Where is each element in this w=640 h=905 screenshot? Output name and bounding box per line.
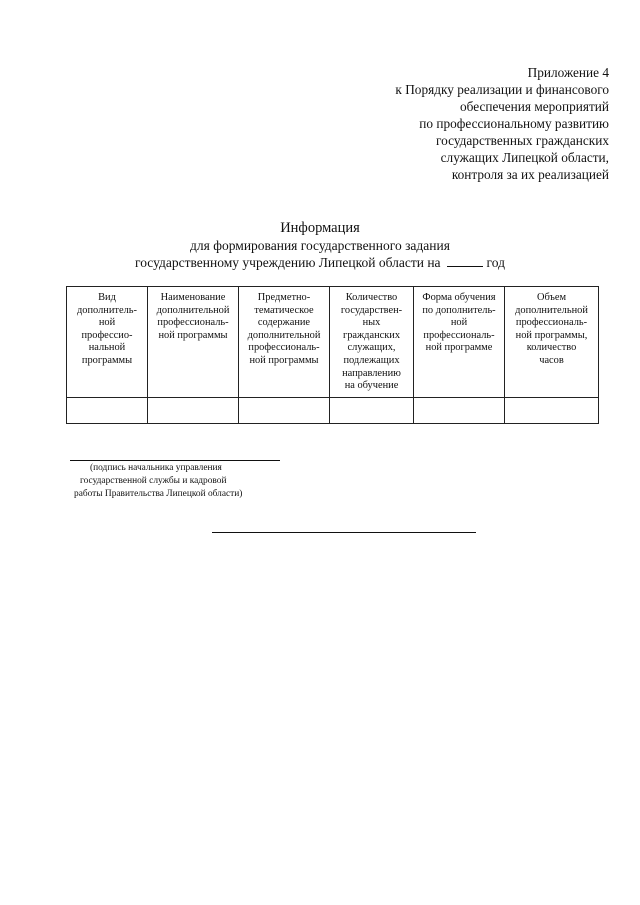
table-cell[interactable]	[414, 397, 505, 423]
header-text-line: по дополнитель-	[422, 304, 496, 316]
header-employee-count	[330, 287, 414, 398]
appendix-line: к Порядку реализации и финансового	[395, 82, 609, 97]
header-text-line: часов	[539, 354, 564, 366]
header-program-content	[239, 287, 330, 398]
header-program-volume	[505, 287, 599, 398]
document-title	[0, 219, 640, 271]
header-text-line: содержание	[257, 317, 311, 329]
bottom-separator-line	[212, 532, 476, 533]
header-training-form	[414, 287, 505, 398]
header-text-line: профессиональ-	[515, 317, 588, 329]
table-cell[interactable]	[505, 397, 599, 423]
table-cell[interactable]	[239, 397, 330, 423]
header-text-line: профессиональ-	[157, 317, 229, 329]
header-text-line: гражданских	[342, 329, 401, 341]
header-text-line: ной программы,	[515, 329, 588, 341]
header-text-line: профессиональ-	[423, 329, 495, 341]
header-program-type	[67, 287, 148, 398]
year-blank-field[interactable]	[447, 255, 483, 267]
appendix-line: обеспечения мероприятий	[460, 99, 609, 114]
header-text-line: Форма обучения	[422, 292, 496, 303]
header-text-line: Вид	[98, 292, 116, 303]
header-text-line: профессио-	[81, 329, 133, 341]
appendix-line: Приложение 4	[527, 65, 609, 80]
title-year-line	[0, 254, 640, 271]
header-text-line: Предметно-	[257, 292, 311, 303]
header-text-line: нальной	[88, 342, 126, 354]
header-text-line: дополнительной	[515, 304, 588, 316]
table-cell[interactable]	[148, 397, 239, 423]
header-text-line: на обучение	[344, 380, 399, 392]
header-text-line: служащих,	[347, 342, 396, 354]
header-text-line: ной программы	[249, 354, 319, 366]
header-text-line: подлежащих	[343, 354, 400, 366]
table-header-row	[67, 287, 599, 398]
header-text-line: направлению	[342, 367, 401, 379]
header-text-line: дополнительной	[247, 329, 321, 341]
header-text-line: Объем	[536, 292, 567, 303]
header-text-line: дополнительной	[156, 304, 230, 316]
table-cell[interactable]	[67, 397, 148, 423]
appendix-header	[289, 64, 609, 183]
title-subtitle: для формирования государственного задания	[190, 238, 450, 253]
title-year-suffix: год	[486, 255, 505, 270]
header-text-line: ной программе	[425, 342, 493, 354]
signature-line[interactable]	[70, 460, 280, 461]
header-text-line: Количество	[345, 292, 398, 303]
information-table	[66, 286, 599, 424]
header-text-line: тематическое	[254, 304, 314, 316]
table-row	[67, 397, 599, 423]
header-text-line: количество	[526, 342, 577, 354]
table-cell[interactable]	[330, 397, 414, 423]
header-program-name	[148, 287, 239, 398]
header-text-line: Наименование	[160, 292, 226, 303]
caption-line: (подпись начальника управления	[90, 463, 222, 473]
signature-caption	[70, 462, 290, 500]
appendix-line: контроля за их реализацией	[451, 167, 609, 182]
header-text-line: государствен-	[340, 304, 403, 316]
title-main: Информация	[280, 220, 360, 236]
appendix-line: служащих Липецкой области,	[440, 150, 609, 165]
header-text-line: дополнитель-	[77, 304, 137, 316]
header-text-line: профессиональ-	[248, 342, 320, 354]
header-text-line: программы	[81, 354, 133, 366]
appendix-line: государственных гражданских	[435, 133, 609, 148]
caption-line: работы Правительства Липецкой области)	[74, 488, 243, 499]
title-institution-text: государственному учреждению Липецкой области на	[135, 255, 441, 270]
header-text-line: ной	[98, 317, 116, 329]
header-text-line: ных	[362, 317, 381, 329]
caption-line: государственной службы и кадровой	[80, 475, 227, 486]
appendix-line: по профессиональному развитию	[419, 116, 609, 131]
header-text-line: ной программы	[158, 329, 228, 341]
header-text-line: ной	[450, 317, 468, 329]
